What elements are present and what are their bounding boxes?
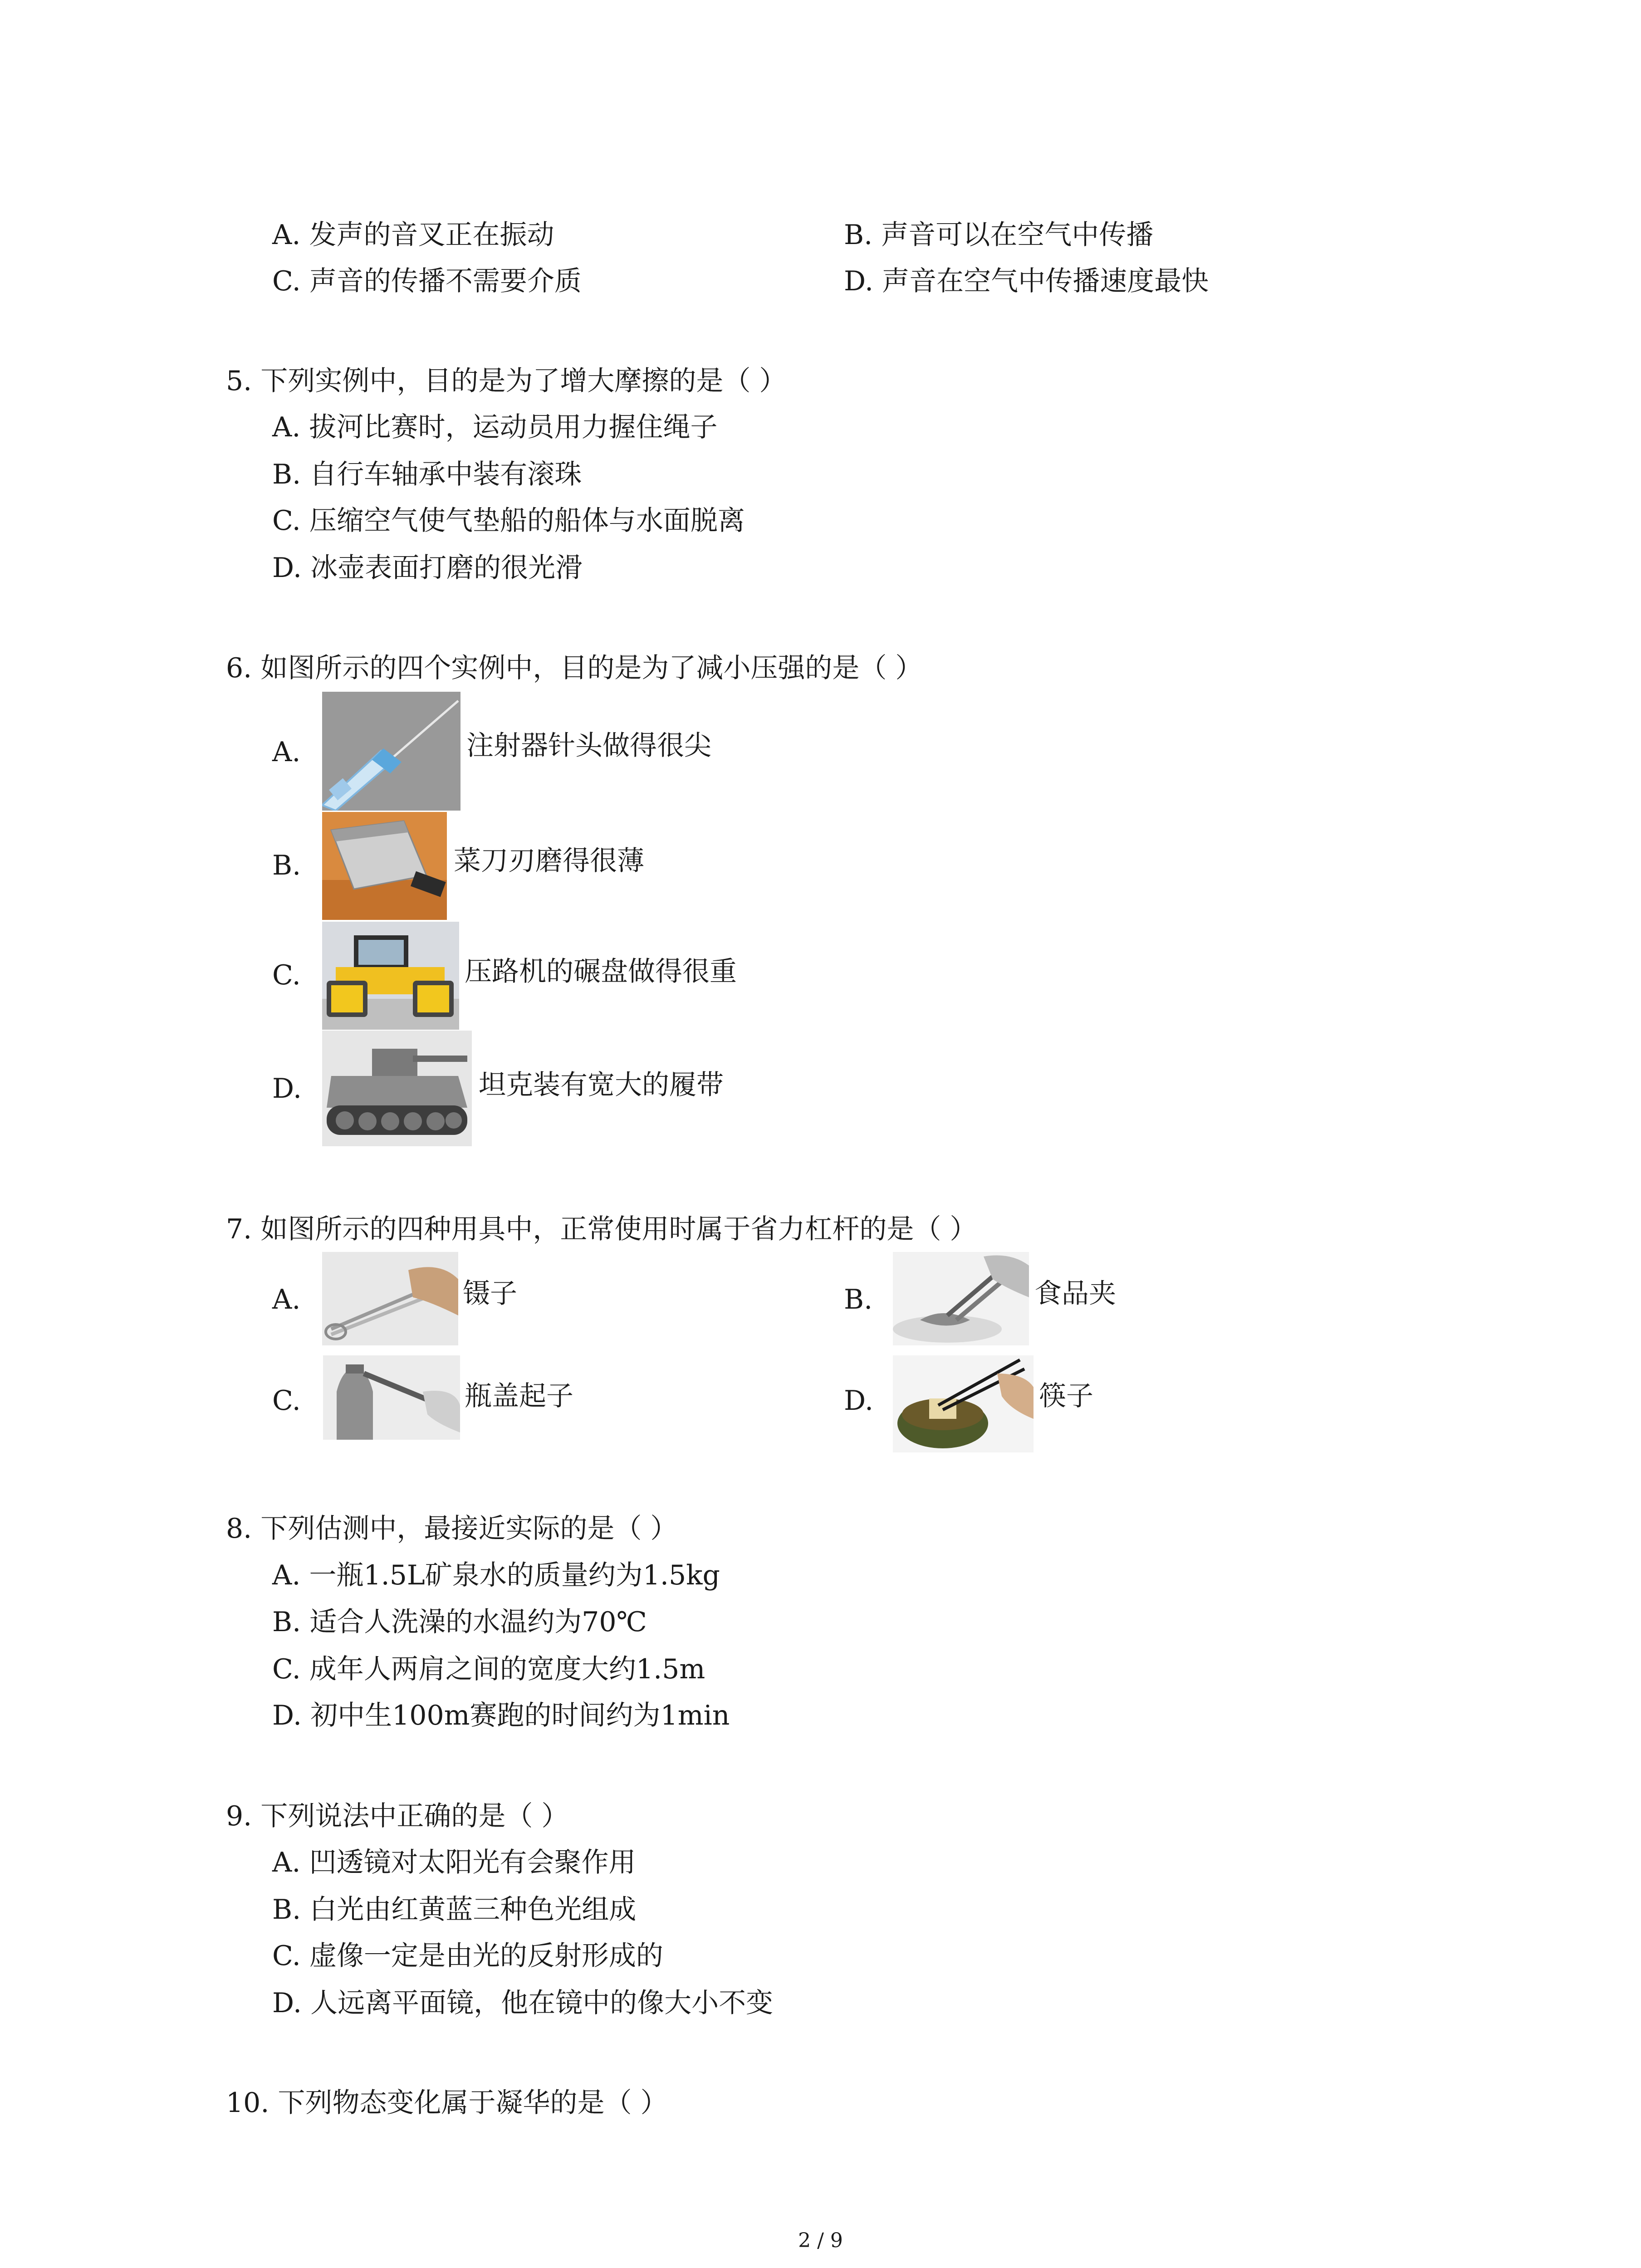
q7-option-b-letter: B. bbox=[844, 1284, 873, 1315]
q6-option-d-text: 坦克装有宽大的履带 bbox=[479, 1069, 724, 1101]
q4-option-c: C. 声音的传播不需要介质 bbox=[272, 265, 582, 297]
q5-stem: 5. 下列实例中，目的是为了增大摩擦的是（ ） bbox=[226, 365, 787, 397]
chopsticks-image bbox=[893, 1355, 1034, 1452]
tank-image bbox=[322, 1031, 472, 1146]
q8-option-d: D. 初中生100m赛跑的时间约为1min bbox=[272, 1700, 730, 1731]
q7-option-d-letter: D. bbox=[844, 1385, 874, 1417]
q6-option-b-text: 菜刀刃磨得很薄 bbox=[454, 845, 644, 877]
q5-option-b: B. 自行车轴承中装有滚珠 bbox=[272, 459, 582, 490]
q4-option-b: B. 声音可以在空气中传播 bbox=[844, 219, 1154, 251]
q5-option-d: D. 冰壶表面打磨的很光滑 bbox=[272, 552, 583, 584]
q9-option-d: D. 人远离平面镜，他在镜中的像大小不变 bbox=[272, 1987, 774, 2019]
q6-option-a-letter: A. bbox=[272, 736, 301, 768]
q6-option-c-text: 压路机的碾盘做得很重 bbox=[465, 956, 737, 987]
q6-option-c-letter: C. bbox=[272, 959, 301, 991]
q4-option-a: A. 发声的音叉正在振动 bbox=[272, 219, 554, 251]
q6-option-b-letter: B. bbox=[272, 850, 301, 881]
road-roller-image bbox=[322, 922, 459, 1030]
q6-option-d-letter: D. bbox=[272, 1073, 302, 1105]
page-number: 2 / 9 bbox=[798, 2229, 843, 2252]
q8-option-a: A. 一瓶1.5L矿泉水的质量约为1.5kg bbox=[272, 1559, 720, 1591]
bottle-opener-image bbox=[323, 1355, 460, 1440]
q5-option-c: C. 压缩空气使气垫船的船体与水面脱离 bbox=[272, 505, 745, 537]
q7-option-d-text: 筷子 bbox=[1039, 1380, 1093, 1412]
q7-option-a-text: 镊子 bbox=[463, 1278, 517, 1310]
q10-stem: 10. 下列物态变化属于凝华的是（ ） bbox=[226, 2087, 668, 2119]
q4-option-d: D. 声音在空气中传播速度最快 bbox=[844, 265, 1209, 297]
q8-stem: 8. 下列估测中，最接近实际的是（ ） bbox=[226, 1513, 678, 1545]
q7-stem: 7. 如图所示的四种用具中，正常使用时属于省力杠杆的是（ ） bbox=[226, 1213, 977, 1245]
q7-option-c-text: 瓶盖起子 bbox=[465, 1380, 573, 1412]
q7-option-a-letter: A. bbox=[272, 1284, 301, 1315]
q6-option-a-text: 注射器针头做得很尖 bbox=[466, 730, 711, 762]
food-tongs-image bbox=[893, 1252, 1029, 1345]
syringe-image bbox=[322, 692, 460, 811]
tweezers-image bbox=[322, 1252, 458, 1345]
q9-option-c: C. 虚像一定是由光的反射形成的 bbox=[272, 1940, 663, 1972]
cleaver-image bbox=[322, 812, 447, 920]
q7-option-b-text: 食品夹 bbox=[1034, 1278, 1116, 1310]
q7-option-c-letter: C. bbox=[272, 1385, 301, 1417]
q8-option-b: B. 适合人洗澡的水温约为70℃ bbox=[272, 1606, 647, 1638]
q6-stem: 6. 如图所示的四个实例中，目的是为了减小压强的是（ ） bbox=[226, 652, 923, 684]
q9-option-b: B. 白光由红黄蓝三种色光组成 bbox=[272, 1894, 637, 1926]
q9-stem: 9. 下列说法中正确的是（ ） bbox=[226, 1800, 569, 1832]
q9-option-a: A. 凹透镜对太阳光有会聚作用 bbox=[272, 1847, 636, 1878]
q8-option-c: C. 成年人两肩之间的宽度大约1.5m bbox=[272, 1653, 705, 1685]
q5-option-a: A. 拔河比赛时，运动员用力握住绳子 bbox=[272, 411, 718, 443]
